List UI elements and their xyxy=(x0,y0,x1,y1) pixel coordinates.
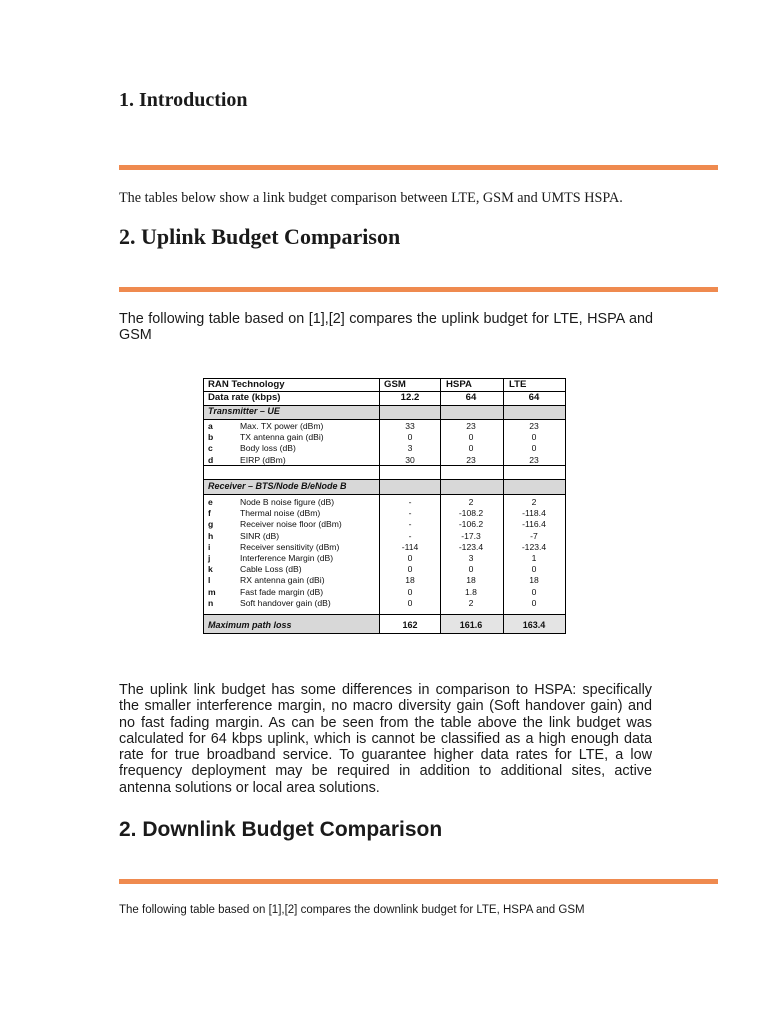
data-rate-hspa: 64 xyxy=(465,392,477,403)
table-line xyxy=(203,479,566,480)
rx-row-key: h xyxy=(208,530,214,541)
tx-row-lte: 23 xyxy=(529,454,539,465)
rx-row-key: g xyxy=(208,519,214,530)
tx-row-hspa: 23 xyxy=(466,454,476,465)
divider-rule xyxy=(119,165,718,170)
table-header-lte: LTE xyxy=(509,379,527,390)
rx-row-key: f xyxy=(208,508,211,519)
table-line xyxy=(203,633,566,634)
tx-row-label: Max. TX power (dBm) xyxy=(240,421,324,431)
rx-row-hspa: 18 xyxy=(466,575,476,586)
rx-row-key: k xyxy=(208,564,213,575)
rx-row-key: m xyxy=(208,586,216,597)
tx-row-key: d xyxy=(208,454,214,465)
rx-row-hspa: -108.2 xyxy=(458,508,484,519)
rx-row-lte: 2 xyxy=(531,497,537,507)
rx-row-label: Node B noise figure (dB) xyxy=(240,497,335,507)
rx-row-label: RX antenna gain (dBi) xyxy=(240,575,325,586)
rx-row-lte: 0 xyxy=(531,586,537,597)
rx-row-gsm: 0 xyxy=(407,597,413,608)
table-line xyxy=(203,494,566,495)
rx-row-gsm: 0 xyxy=(407,586,413,597)
tx-row-hspa: 0 xyxy=(468,443,474,454)
tx-row-lte: 0 xyxy=(531,443,537,454)
rx-row-gsm: 0 xyxy=(407,564,413,575)
rx-row-label: Thermal noise (dBm) xyxy=(240,508,321,519)
rx-row-gsm: - xyxy=(408,519,412,530)
rx-row-gsm: - xyxy=(408,508,412,519)
rx-row-key: e xyxy=(208,497,213,507)
uplink-budget-table xyxy=(203,378,566,634)
rx-row-hspa: 0 xyxy=(468,564,474,575)
tx-row-lte: 0 xyxy=(531,432,537,443)
tx-row-gsm: 0 xyxy=(407,432,413,443)
rx-row-hspa: 1.8 xyxy=(465,586,477,597)
tx-row-lte: 23 xyxy=(529,421,539,431)
tx-row-gsm: 3 xyxy=(407,443,413,454)
rx-row-lte: 0 xyxy=(531,564,537,575)
rx-row-hspa: -123.4 xyxy=(458,541,484,552)
downlink-intro-paragraph: The following table based on [1],[2] compares the downlink budget for LTE, HSPA and GSM xyxy=(119,904,585,916)
rx-row-lte: -118.4 xyxy=(522,508,546,519)
rx-row-lte: 0 xyxy=(531,597,537,608)
rx-row-gsm: -114 xyxy=(401,541,419,552)
tx-row-key: b xyxy=(208,432,214,443)
max-path-loss-lte: 163.4 xyxy=(522,620,546,630)
rx-row-key: l xyxy=(208,575,211,586)
rx-row-gsm: - xyxy=(408,530,412,541)
divider-rule xyxy=(119,287,718,292)
data-rate-lte: 64 xyxy=(528,392,540,403)
tx-row-key: c xyxy=(208,443,213,454)
data-rate-label: Data rate (kbps) xyxy=(208,392,281,403)
rx-row-label: Cable Loss (dB) xyxy=(240,564,302,575)
rx-row-gsm: 18 xyxy=(405,575,415,586)
divider-rule xyxy=(119,879,718,884)
table-line xyxy=(565,378,566,634)
rx-row-label: Interference Margin (dB) xyxy=(240,553,334,563)
rx-row-key: j xyxy=(208,553,211,563)
rx-row-lte: 1 xyxy=(531,553,537,563)
section-transmitter: Transmitter – UE xyxy=(208,406,280,416)
uplink-intro-paragraph: The following table based on [1],[2] compares the uplink budget for LTE, HSPA and GSM xyxy=(119,311,653,344)
rx-row-lte: 18 xyxy=(529,575,539,586)
rx-row-label: Soft handover gain (dB) xyxy=(240,597,331,608)
tx-row-gsm: 33 xyxy=(405,421,415,431)
tx-row-label: EIRP (dBm) xyxy=(240,454,286,465)
uplink-discussion-paragraph: The uplink link budget has some differences in comparison to HSPA: specifically the smaller interference margin, no macro diversity gain (Soft handover gain) and no fast fading margin. As can be seen from the table above the link budget was calculated for 64 kbps uplink, which is cannot be classified as a high enough data rate for true broadband service. To guarantee higher data rates for LTE, a low frequency deployment may be required in addition to additional sites, active antenna solutions or local area solutions. xyxy=(119,682,652,796)
rx-row-hspa: 2 xyxy=(468,497,474,507)
tx-row-label: Body loss (dB) xyxy=(240,443,296,454)
rx-row-gsm: - xyxy=(408,497,412,507)
rx-row-label: SINR (dB) xyxy=(240,530,280,541)
table-header-gsm: GSM xyxy=(384,379,406,390)
rx-row-gsm: 0 xyxy=(407,553,413,563)
max-path-loss-label: Maximum path loss xyxy=(208,620,292,630)
rx-row-hspa: -17.3 xyxy=(461,530,481,541)
rx-row-label: Fast fade margin (dB) xyxy=(240,586,324,597)
tx-row-gsm: 30 xyxy=(405,454,415,465)
section-receiver: Receiver – BTS/Node B/eNode B xyxy=(208,481,347,491)
rx-row-key: n xyxy=(208,597,214,608)
table-line xyxy=(203,378,204,634)
intro-paragraph: The tables below show a link budget comparison between LTE, GSM and UMTS HSPA. xyxy=(119,190,623,206)
rx-row-label: Receiver noise floor (dBm) xyxy=(240,519,342,530)
table-line xyxy=(203,614,566,615)
tx-row-hspa: 0 xyxy=(468,432,474,443)
rx-row-lte: -123.4 xyxy=(521,541,547,552)
rx-row-hspa: 3 xyxy=(468,553,474,563)
tx-row-label: TX antenna gain (dBi) xyxy=(240,432,324,443)
tx-row-key: a xyxy=(208,421,213,431)
heading-uplink: 2. Uplink Budget Comparison xyxy=(119,224,401,249)
rx-row-hspa: 2 xyxy=(468,597,474,608)
tx-row-hspa: 23 xyxy=(466,421,476,431)
max-path-loss-gsm: 162 xyxy=(402,620,418,630)
table-header-hspa: HSPA xyxy=(446,379,472,390)
rx-row-lte: -116.4 xyxy=(522,519,546,530)
rx-row-key: i xyxy=(208,541,211,552)
rx-row-label: Receiver sensitivity (dBm) xyxy=(240,541,340,552)
max-path-loss-hspa: 161.6 xyxy=(459,620,483,630)
table-header-label: RAN Technology xyxy=(208,379,285,390)
table-line xyxy=(203,419,566,420)
data-rate-gsm: 12.2 xyxy=(400,392,420,403)
heading-introduction: 1. Introduction xyxy=(119,89,248,111)
rx-row-hspa: -106.2 xyxy=(458,519,484,530)
heading-downlink: 2. Downlink Budget Comparison xyxy=(119,818,443,841)
rx-row-lte: -7 xyxy=(530,530,538,541)
